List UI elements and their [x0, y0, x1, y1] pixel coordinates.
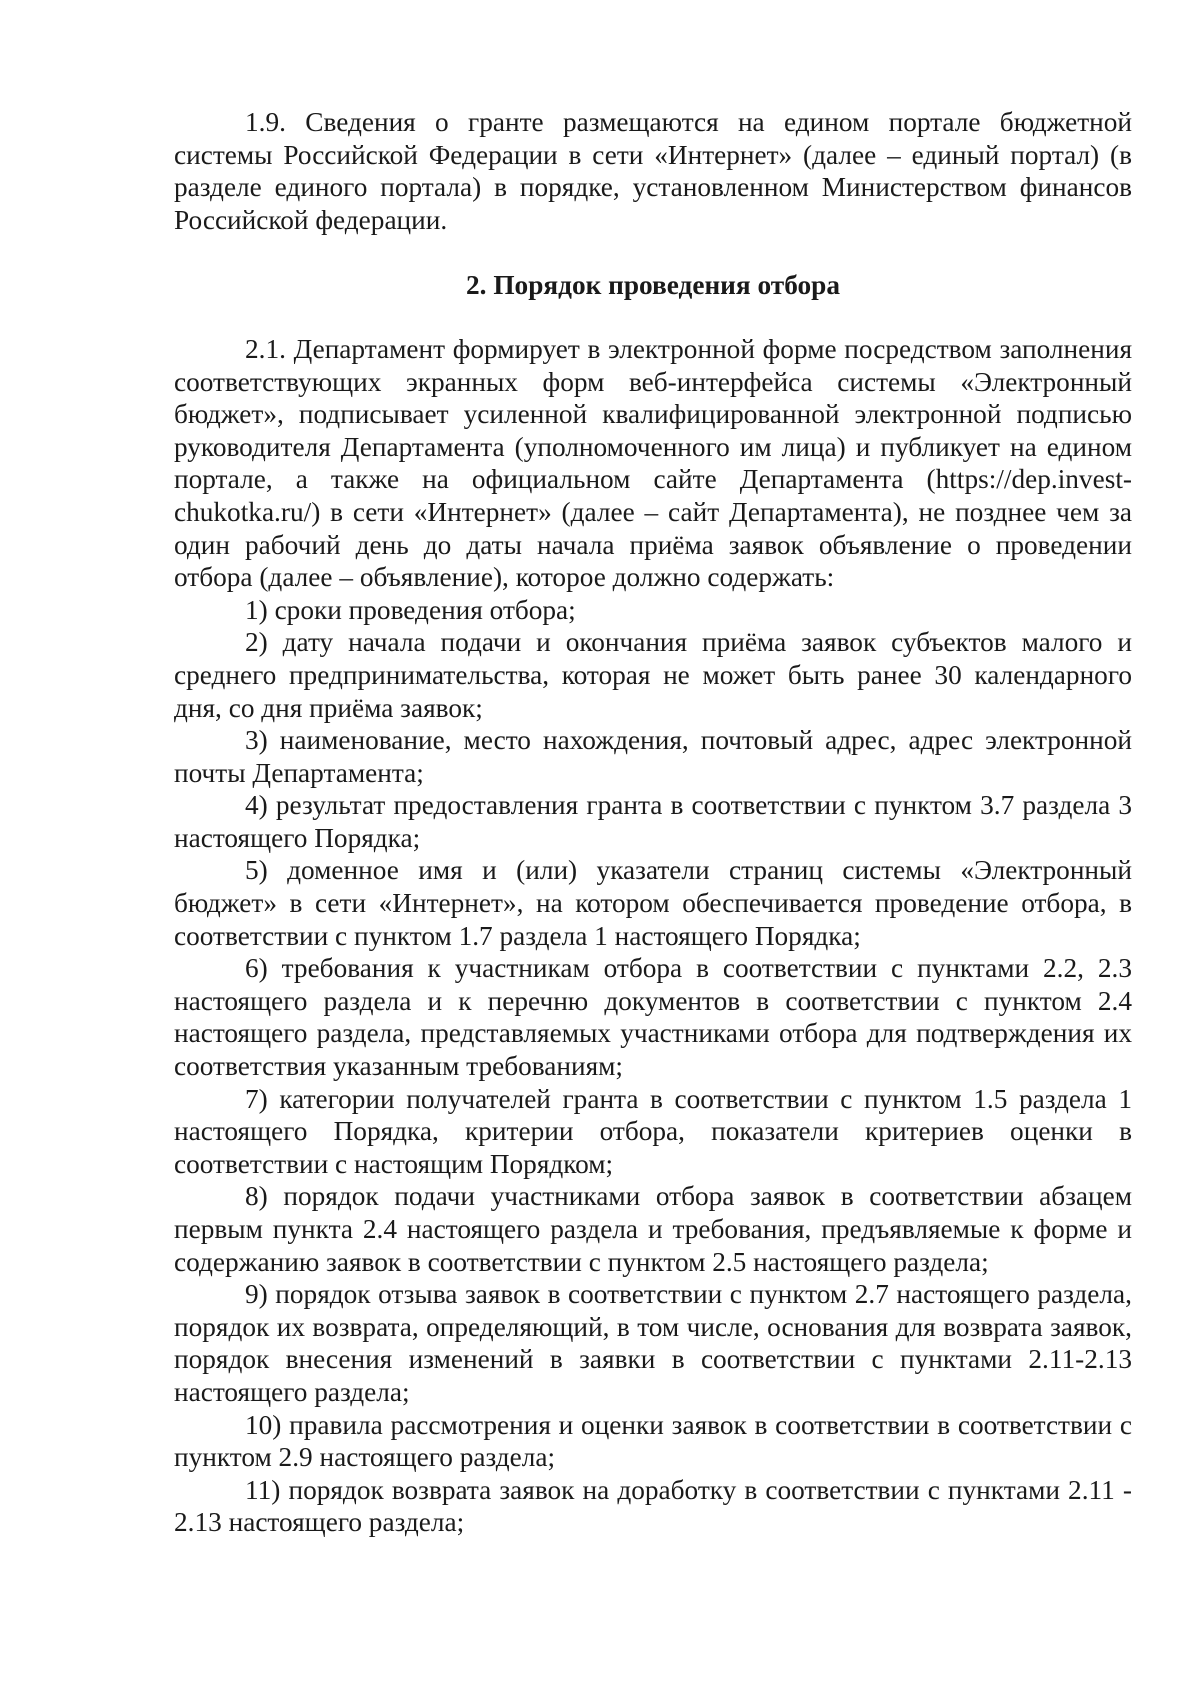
- section-2-heading: 2. Порядок проведения отбора: [466, 270, 840, 301]
- list-item: 6) требования к участникам отбора в соответствии с пунктами 2.2, 2.3 настоящего раздела и к перечню документов в соответствии с пунктом 2.4 настоящего раздела, представляемых участниками отбора для подтверждения их соответствия указанным требованиям;: [174, 953, 1132, 1082]
- list-item: 2) дату начала подачи и окончания приёма заявок субъектов малого и среднего предпринимательства, которая не может быть ранее 30 календарного дня, со дня приёма заявок;: [174, 627, 1132, 723]
- list-item: 4) результат предоставления гранта в соответствии с пунктом 3.7 раздела 3 настоящего Порядка;: [174, 790, 1132, 853]
- paragraph-2-1: 2.1. Департамент формирует в электронной форме посредством заполнения соответствующих экранных форм веб-интерфейса системы «Электронный бюджет», подписывает усиленной квалифицированной электронной подписью руководителя Департамента (уполномоченного им лица) и публикует на едином портале, а также на официальном сайте Департамента (https://dep.invest-chukotka.ru/) в сети «Интернет» (далее – сайт Департамента), не позднее чем за один рабочий день до даты начала приёма заявок объявление о проведении отбора (далее – объявление), которое должно содержать:: [174, 333, 1132, 593]
- list-item: 9) порядок отзыва заявок в соответствии с пунктом 2.7 настоящего раздела, порядок их возврата, определяющий, в том числе, основания для возврата заявок, порядок внесения изменений в заявки в соответствии с пунктами 2.11-2.13 настоящего раздела;: [174, 1279, 1132, 1407]
- list-item: 10) правила рассмотрения и оценки заявок в соответствии в соответствии с пунктом 2.9 настоящего раздела;: [174, 1409, 1132, 1473]
- list-item: 3) наименование, место нахождения, почтовый адрес, адрес электронной почты Департамента;: [174, 725, 1132, 788]
- document-body: [174, 106, 1132, 1539]
- paragraph-1-9: 1.9. Сведения о гранте размещаются на едином портале бюджетной системы Российской Федерации в сети «Интернет» (далее – единый портал) (в разделе единого портала) в порядке, установленном Министерством финансов Российской федерации.: [174, 107, 1132, 235]
- list-item: 11) порядок возврата заявок на доработку в соответствии с пунктами 2.11 - 2.13 настоящего раздела;: [174, 1474, 1132, 1538]
- list-item: 8) порядок подачи участниками отбора заявок в соответствии абзацем первым пункта 2.4 настоящего раздела и требования, предъявляемые к форме и содержанию заявок в соответствии с пунктом 2.5 настоящего раздела;: [174, 1181, 1132, 1277]
- list-item: 7) категории получателей гранта в соответствии с пунктом 1.5 раздела 1 настоящего Порядка, критерии отбора, показатели критериев оценки в соответствии с настоящим Порядком;: [174, 1083, 1132, 1179]
- list-item: 1) сроки проведения отбора;: [245, 594, 576, 625]
- list-item: 5) доменное имя и (или) указатели страниц системы «Электронный бюджет» в сети «Интернет», на котором обеспечивается проведение отбора, в соответствии с пунктом 1.7 раздела 1 настоящего Порядка;: [174, 855, 1132, 951]
